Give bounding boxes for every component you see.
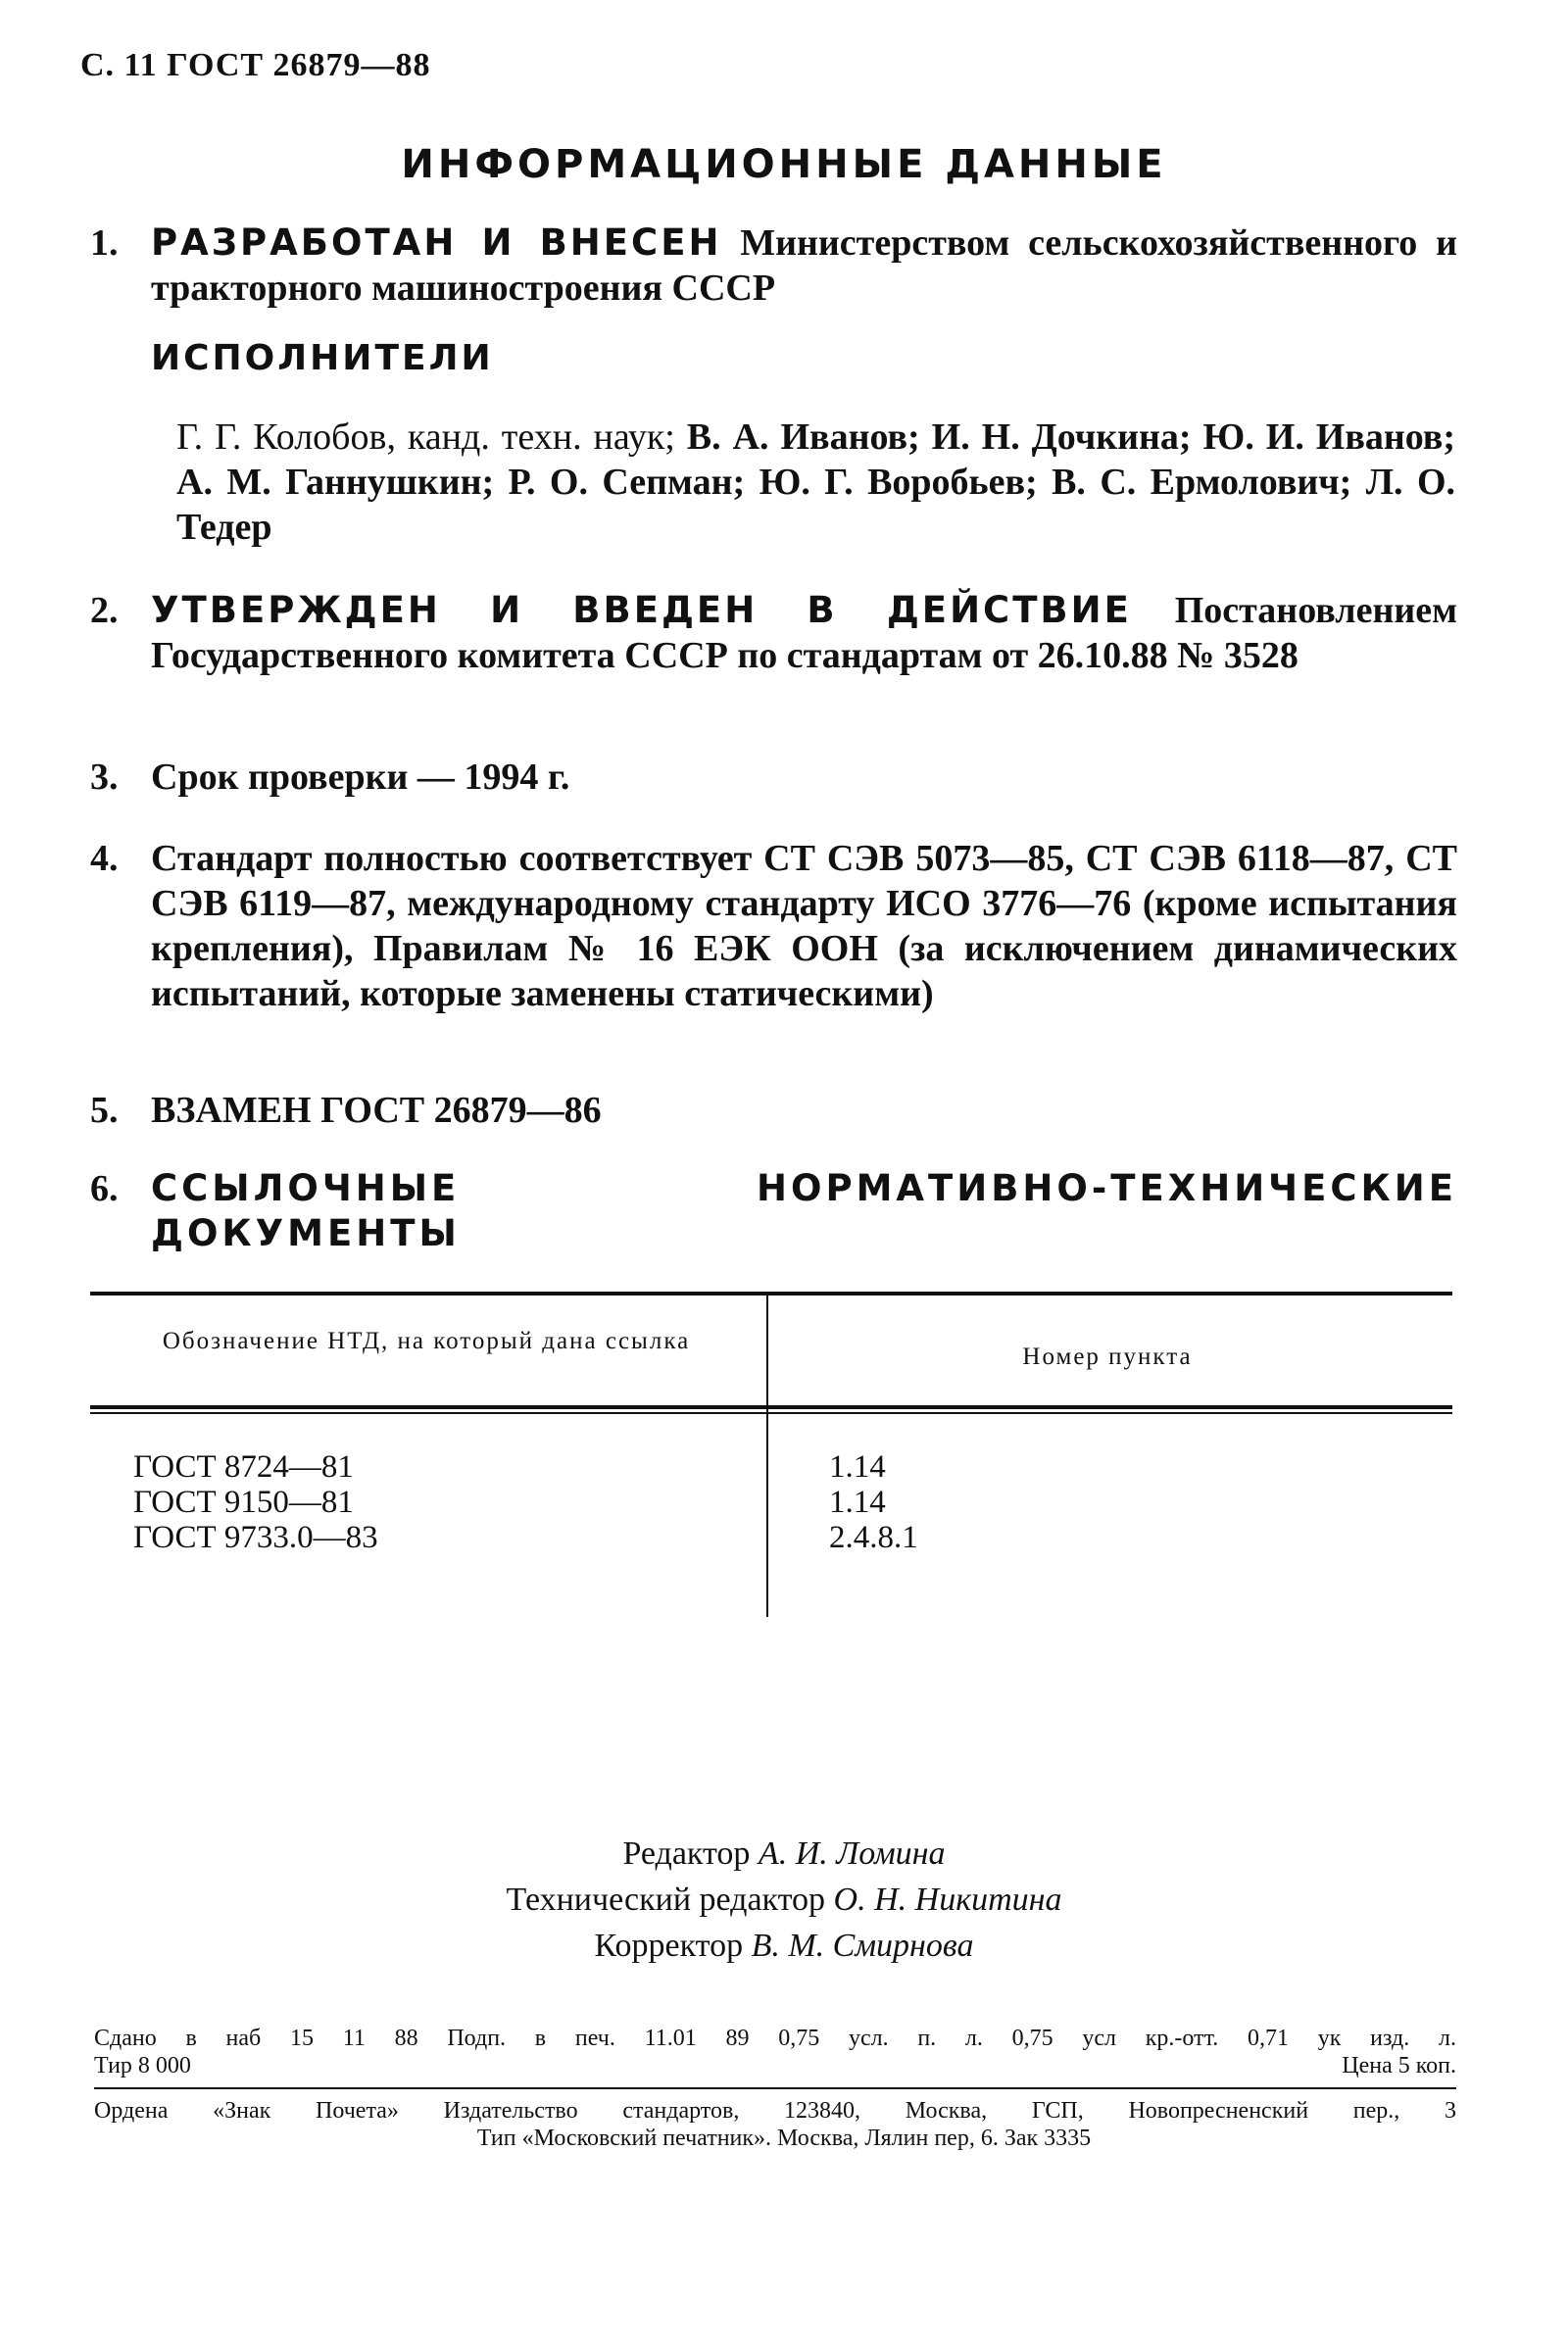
- credits-block: [0, 1831, 1568, 1969]
- imprint-circulation: Тир 8 000: [94, 2053, 191, 2078]
- table-column-divider: [766, 1294, 768, 1617]
- item-number: 4.: [90, 838, 119, 879]
- table-top-rule: [90, 1292, 1452, 1296]
- info-item-1: [90, 220, 1457, 311]
- info-item-5: [90, 1088, 1457, 1133]
- table-cell-clause: 1.14: [829, 1485, 886, 1520]
- item-number: 6.: [90, 1168, 119, 1209]
- credit-role: Редактор: [622, 1835, 751, 1872]
- table-cell-clause: 2.4.8.1: [829, 1520, 918, 1555]
- item-text: Министерством сельскохозяйственного и тракторного машиностроения СССР: [151, 222, 1457, 309]
- credit-role: Технический редактор: [506, 1882, 826, 1918]
- item-number: 5.: [90, 1090, 119, 1131]
- table-header-rule-thin: [90, 1412, 1452, 1414]
- executors-list: [176, 415, 1455, 550]
- item-text: ВЗАМЕН ГОСТ 26879—86: [151, 1090, 602, 1131]
- table-header-rule: [90, 1405, 1452, 1409]
- imprint-line-1: Сдано в наб 15 11 88 Подп. в печ. 11.01 89 0,75 усл. п. л. 0,75 усл кр.-отт. 0,71 ук изд. л.: [94, 2026, 1456, 2051]
- info-item-3: [90, 755, 1457, 800]
- imprint-line-3: Ордена «Знак Почета» Издательство стандартов, 123840, Москва, ГСП, Новопресненский пер., 3: [94, 2098, 1456, 2124]
- credit-name: А. И. Ломина: [758, 1835, 946, 1872]
- table-cell-clause: 1.14: [829, 1449, 886, 1485]
- item-number: 2.: [90, 590, 119, 631]
- credit-name: О. Н. Никитина: [833, 1882, 1062, 1918]
- imprint-divider: [94, 2087, 1456, 2089]
- table-cell-ntd: ГОСТ 9733.0—83: [133, 1520, 378, 1555]
- table-cell-ntd: ГОСТ 8724—81: [133, 1449, 354, 1485]
- executors-heading: ИСПОЛНИТЕЛИ: [151, 338, 494, 378]
- item-lead: РАЗРАБОТАН И ВНЕСЕН: [151, 221, 722, 264]
- imprint-line-4: Тип «Московский печатник». Москва, Лялин пер, 6. Зак 3335: [476, 2126, 1092, 2151]
- item-text: ССЫЛОЧНЫЕ НОРМАТИВНО-ТЕХНИЧЕСКИЕ ДОКУМЕНТЫ: [151, 1167, 1457, 1254]
- credit-name: В. М. Смирнова: [751, 1928, 974, 1964]
- credit-corrector: [0, 1923, 1568, 1969]
- table-header-ntd: Обозначение НТД, на который дана ссылка: [162, 1328, 691, 1354]
- item-text: Стандарт полностью соответствует СТ СЭВ 5073—85, СТ СЭВ 6118—87, СТ СЭВ 6119—87, международному стандарту ИСО 3776—76 (кроме испытания крепления), Правилам № 16 ЕЭК ООН (за исключением динамических испытаний, которые заменены статическими): [151, 838, 1457, 1014]
- credit-role: Корректор: [594, 1928, 744, 1964]
- document-title: ИНФОРМАЦИОННЫЕ ДАННЫЕ: [401, 142, 1167, 187]
- item-text: Постановлением Государственного комитета СССР по стандартам от 26.10.88 № 3528: [151, 590, 1457, 676]
- table-cell-ntd: ГОСТ 9150—81: [133, 1485, 354, 1520]
- credit-editor: [0, 1831, 1568, 1877]
- executor-first: Г. Г. Колобов, канд. техн. наук;: [176, 416, 675, 458]
- imprint-price: Цена 5 коп.: [1342, 2053, 1456, 2078]
- item-number: 3.: [90, 757, 119, 798]
- executor-rest: В. А. Иванов; И. Н. Дочкина; Ю. И. Иванов; А. М. Ганнушкин; Р. О. Сепман; Ю. Г. Воробьев; В. С. Ермолович; Л. О. Тедер: [176, 416, 1455, 548]
- item-text: Срок проверки — 1994 г.: [151, 757, 570, 798]
- item-number: 1.: [90, 222, 119, 264]
- info-item-6: [90, 1166, 1457, 1256]
- table-header-clause: Номер пункта: [1022, 1344, 1193, 1370]
- info-item-4: [90, 836, 1457, 1016]
- credit-tech-editor: [0, 1877, 1568, 1923]
- item-lead: УТВЕРЖДЕН И ВВЕДЕН В ДЕЙСТВИЕ: [151, 589, 1132, 631]
- info-item-2: [90, 588, 1457, 678]
- page-header: С. 11 ГОСТ 26879—88: [80, 47, 431, 83]
